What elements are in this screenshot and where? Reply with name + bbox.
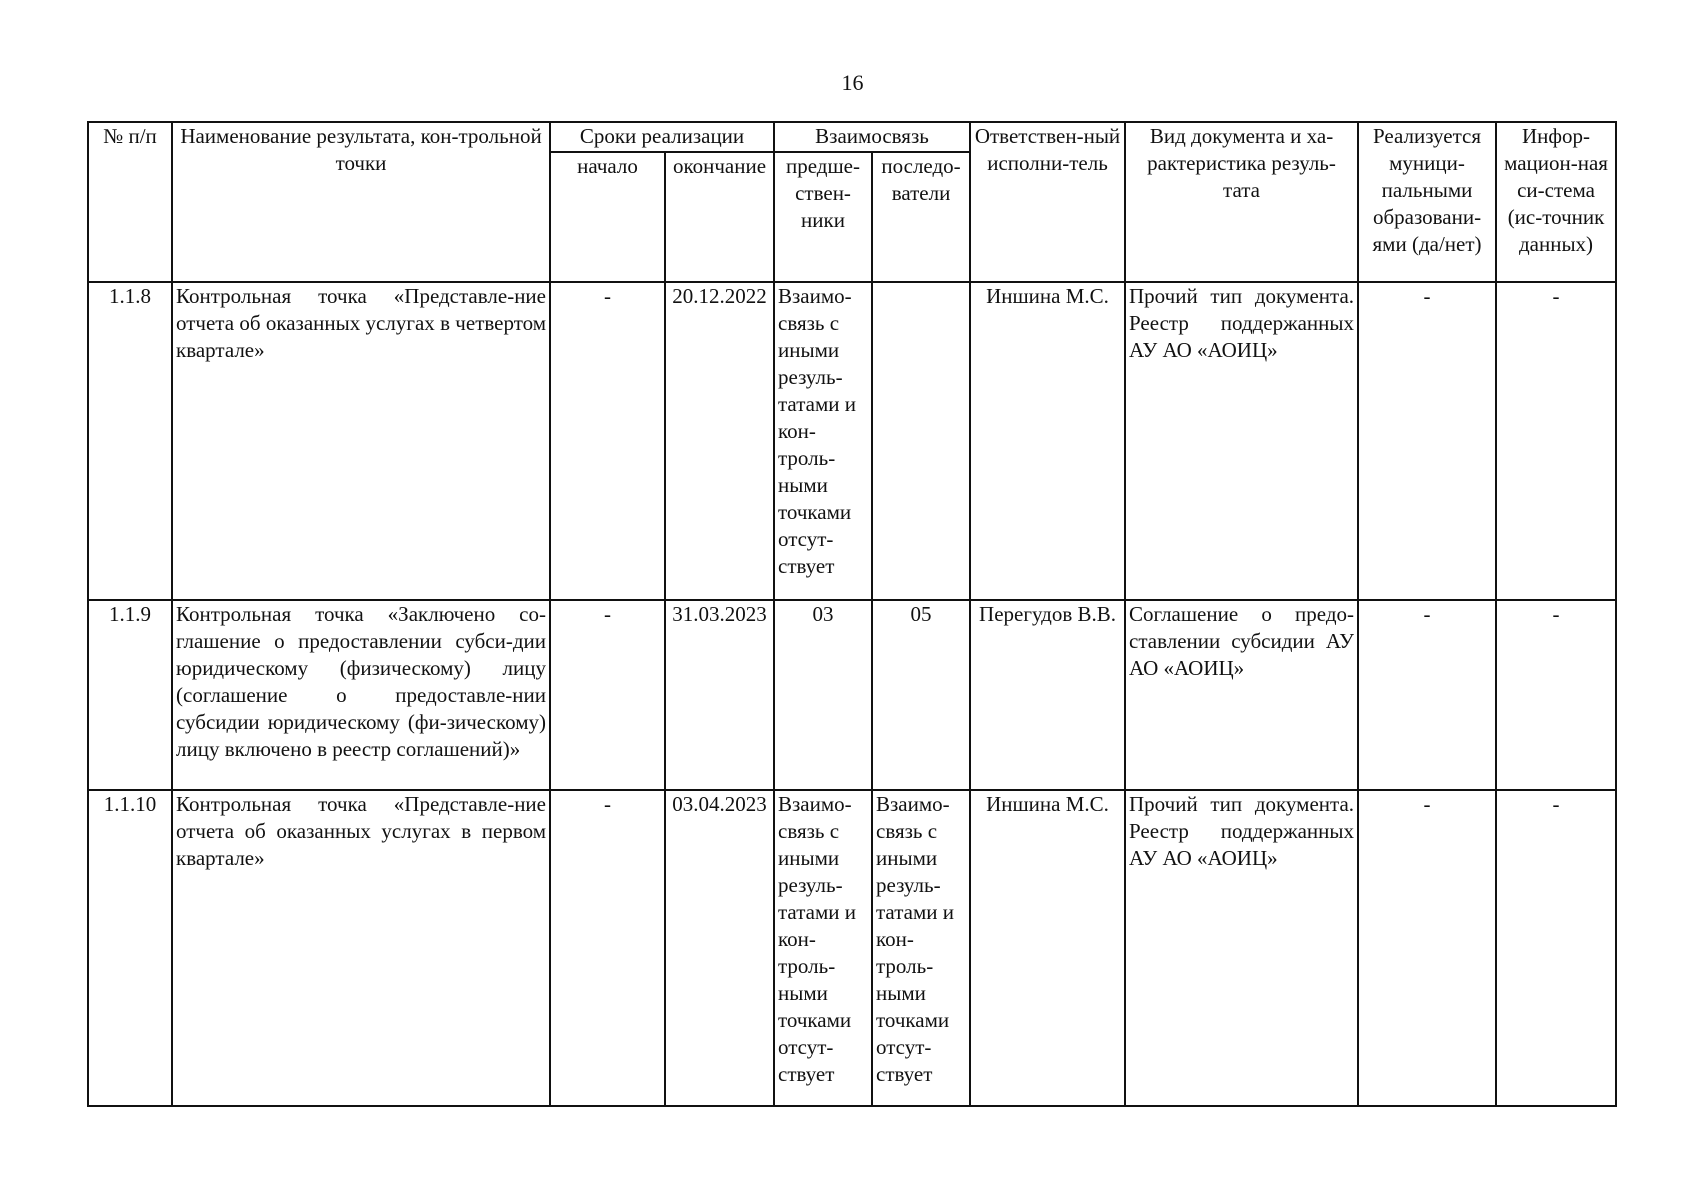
header-name: Наименование результата, кон-трольной точки	[172, 122, 550, 282]
header-successors: последо-ватели	[872, 152, 970, 282]
row-predecessors: 03	[774, 600, 872, 790]
row-end: 20.12.2022	[665, 282, 774, 600]
table-row	[88, 282, 1616, 600]
table-row	[88, 790, 1616, 1106]
plan-table	[87, 121, 1617, 1107]
table-row	[88, 600, 1616, 790]
row-successors: 05	[872, 600, 970, 790]
row-doc-type: Соглашение о предо-ставлении субсидии АУ АО «АОИЦ»	[1125, 600, 1358, 790]
row-municipal: -	[1358, 600, 1496, 790]
row-start: -	[550, 282, 665, 600]
row-responsible: Иншина М.С.	[970, 790, 1125, 1106]
row-doc-type: Прочий тип документа. Реестр поддержанных АУ АО «АОИЦ»	[1125, 790, 1358, 1106]
header-info-system: Инфор-мацион-ная си-стема (ис-точник данных)	[1496, 122, 1616, 282]
header-municipal: Реализуется муници-пальными образовани-ями (да/нет)	[1358, 122, 1496, 282]
row-end: 03.04.2023	[665, 790, 774, 1106]
header-end: окончание	[665, 152, 774, 282]
page-number: 16	[841, 70, 864, 95]
row-predecessors: Взаимо-связь с иными резуль-татами и кон-троль-ными точками отсут-ствует	[774, 282, 872, 600]
row-name: Контрольная точка «Заключено со-глашение о предоставлении субси-дии юридическому (физическому) лицу (соглашение о предоставле-нии субсидии юридическому (фи-зическому) лицу включено в реестр соглашений)»	[172, 600, 550, 790]
row-end: 31.03.2023	[665, 600, 774, 790]
row-name: Контрольная точка «Представле-ние отчета об оказанных услугах в первом квартале»	[172, 790, 550, 1106]
row-num: 1.1.8	[88, 282, 172, 600]
header-terms: Сроки реализации	[550, 122, 774, 152]
row-successors	[872, 282, 970, 600]
row-start: -	[550, 790, 665, 1106]
row-info-system: -	[1496, 282, 1616, 600]
header-responsible: Ответствен-ный исполни-тель	[970, 122, 1125, 282]
row-name: Контрольная точка «Представле-ние отчета об оказанных услугах в четвертом квартале»	[172, 282, 550, 600]
row-num: 1.1.9	[88, 600, 172, 790]
header-predecessors: предше-ствен-ники	[774, 152, 872, 282]
header-doc-type: Вид документа и ха-рактеристика резуль-тата	[1125, 122, 1358, 282]
row-municipal: -	[1358, 282, 1496, 600]
row-successors: Взаимо-связь с иными резуль-татами и кон-троль-ными точками отсут-ствует	[872, 790, 970, 1106]
row-start: -	[550, 600, 665, 790]
row-predecessors: Взаимо-связь с иными резуль-татами и кон-троль-ными точками отсут-ствует	[774, 790, 872, 1106]
table-header	[88, 122, 1616, 282]
header-relation: Взаимосвязь	[774, 122, 970, 152]
row-num: 1.1.10	[88, 790, 172, 1106]
row-info-system: -	[1496, 790, 1616, 1106]
row-responsible: Иншина М.С.	[970, 282, 1125, 600]
row-info-system: -	[1496, 600, 1616, 790]
row-municipal: -	[1358, 790, 1496, 1106]
row-responsible: Перегудов В.В.	[970, 600, 1125, 790]
header-start: начало	[550, 152, 665, 282]
row-doc-type: Прочий тип документа. Реестр поддержанных АУ АО «АОИЦ»	[1125, 282, 1358, 600]
header-num: № п/п	[88, 122, 172, 282]
